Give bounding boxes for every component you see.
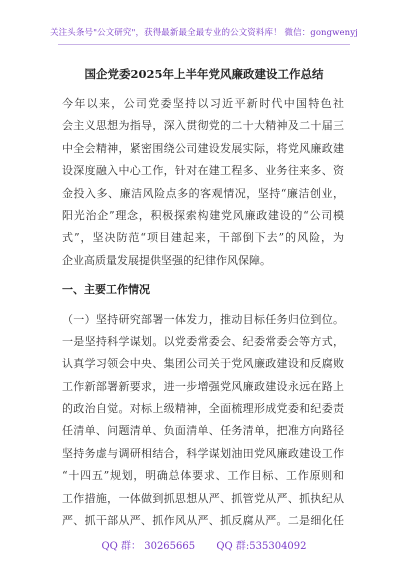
text-line: 坚持务虚与调研相结合，科学谋划油田党风廉政建设工作	[62, 446, 344, 460]
text-line: 阳光治企”理念，积极探索构建党风廉政建设的“公司模	[62, 208, 344, 222]
text-line: 严、抓干部从严、抓作风从严、抓反腐从严。二是细化任	[62, 514, 344, 528]
promo-banner-top: 关注头条号"公文研究"，获得最新最全最专业的公文资料库！ 微信：gongwenyj	[50, 28, 358, 38]
text-line: 式”，坚决防范“项目建起来，干部倒下去”的风险，为	[62, 231, 344, 245]
qq-group-1: QQ 群： 30265665	[101, 541, 196, 552]
header-divider	[58, 44, 350, 45]
document-body	[62, 93, 344, 532]
text-line: 的政治自觉。对标上级精神，全面梳理形成党委和纪委责	[62, 402, 344, 416]
text-line: 今年以来，公司党委坚持以习近平新时代中国特色社	[62, 97, 344, 110]
text-line: 会主义思想为指导，深入贯彻党的二十大精神及二十届三	[62, 119, 344, 133]
paragraph-section1	[62, 309, 344, 533]
text-line: 金投入多、廉洁风险点多的客观情况，坚持“廉洁创业，	[62, 186, 344, 200]
spacer	[62, 272, 344, 279]
section-heading: 一、主要工作情况	[62, 283, 150, 297]
text-line: “十四五”规划，明确总体要求、工作目标、工作原则和	[62, 469, 344, 483]
paragraph-intro	[62, 93, 344, 272]
text-line: 工作措施，一体做到抓思想从严、抓管党从严、抓执纪从	[62, 491, 344, 505]
qq-group-2: QQ 群:535304092	[216, 541, 307, 552]
text-line: 一是坚持科学谋划。以党委常委会、纪委常委会等方式，	[62, 334, 344, 348]
text-line: 认真学习领会中央、集团公司关于党风廉政建设和反腐败	[62, 357, 344, 371]
promo-banner-bottom	[0, 537, 408, 552]
text-line: 中全会精神，紧密围绕公司建设发展实际，将党风廉政建	[62, 141, 344, 155]
document-title: 国企党委2025年上半年党风廉政建设工作总结	[84, 67, 324, 81]
text-line: （一）坚持研究部署一体发力，推动目标任务归位到位。	[62, 312, 344, 326]
text-line: 企业高质量发展提供坚强的纪律作风保障。	[62, 253, 271, 267]
text-line: 任清单、问题清单、负面清单、任务清单，把准方向路径	[62, 424, 344, 438]
text-line: 设深度融入中心工作，针对在建工程多、业务往来多、资	[62, 164, 344, 178]
text-line: 工作新部署新要求，进一步增强党风廉政建设永远在路上	[62, 379, 344, 393]
spacer	[62, 302, 344, 309]
